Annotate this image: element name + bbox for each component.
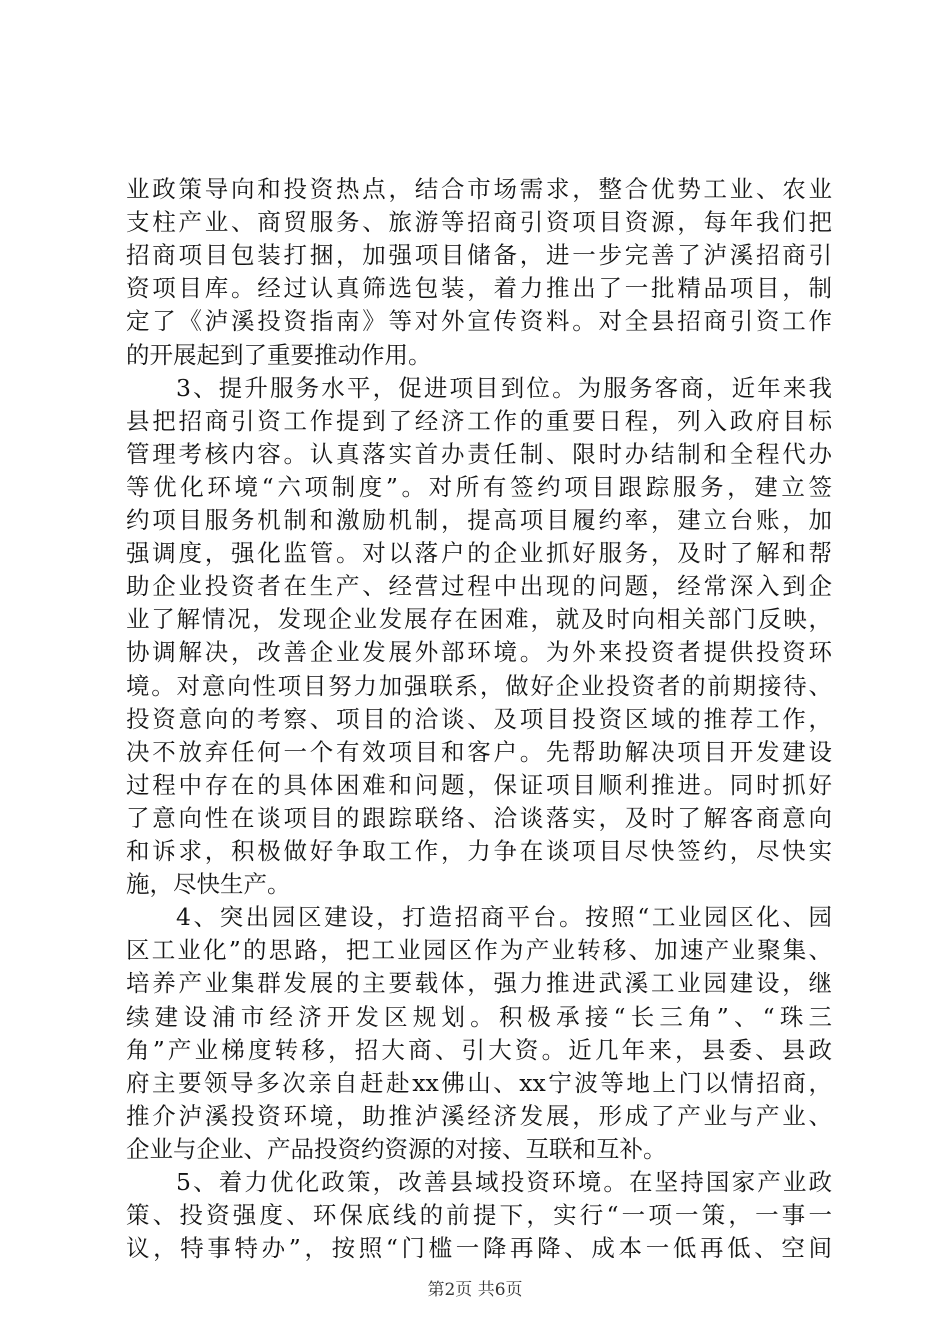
text-line: 推介泸溪投资环境，助推泸溪经济发展，形成了产业与产业、 <box>126 1101 832 1130</box>
text-line: 企业与企业、产品投资约资源的对接、互联和互补。 <box>126 1134 667 1163</box>
text-line: 了意向性在谈项目的跟踪联络、洽谈落实，及时了解客商意向 <box>126 803 832 832</box>
text-line: 决不放弃任何一个有效项目和客户。先帮助解决项目开发建设 <box>126 737 832 766</box>
text-line: 区工业化”的思路，把工业园区作为产业转移、加速产业聚集、 <box>126 936 832 965</box>
text-line: 境。对意向性项目努力加强联系，做好企业投资者的前期接待、 <box>126 671 832 700</box>
page-footer: 第2页 共6页 <box>427 1280 523 1300</box>
text-line: 招商项目包装打捆，加强项目储备，进一步完善了泸溪招商引 <box>126 241 832 270</box>
text-line: 3、提升服务水平，促进项目到位。为服务客商，近年来我 <box>176 373 832 402</box>
text-line: 投资意向的考察、项目的洽谈、及项目投资区域的推荐工作， <box>126 704 832 733</box>
text-line: 和诉求，积极做好争取工作，力争在谈项目尽快签约，尽快实 <box>126 837 832 865</box>
text-line: 的开展起到了重要推动作用。 <box>126 340 432 369</box>
text-line: 资项目库。经过认真筛选包装，着力推出了一批精品项目，制 <box>126 274 832 303</box>
text-line: 策、投资强度、环保底线的前提下，实行“一项一策，一事一 <box>126 1201 832 1230</box>
text-line: 施，尽快生产。 <box>126 870 291 899</box>
text-line: 管理考核内容。认真落实首办责任制、限时办结制和全程代办 <box>126 439 832 468</box>
text-line: 业了解情况，发现企业发展存在困难，就及时向相关部门反映， <box>126 605 832 634</box>
text-line: 培养产业集群发展的主要载体，强力推进武溪工业园建设，继 <box>126 969 832 998</box>
text-line: 角”产业梯度转移，招大商、引大资。近几年来，县委、县政 <box>126 1035 832 1064</box>
text-line: 约项目服务机制和激励机制，提高项目履约率，建立台账，加 <box>126 506 832 534</box>
text-line: 助企业投资者在生产、经营过程中出现的问题，经常深入到企 <box>126 572 832 601</box>
text-line: 5、着力优化政策，改善县域投资环境。在坚持国家产业政 <box>176 1168 832 1196</box>
text-line: 过程中存在的具体困难和问题，保证项目顺利推进。同时抓好 <box>126 770 832 799</box>
text-line: 协调解决，改善企业发展外部环境。为外来投资者提供投资环 <box>126 638 832 667</box>
text-line: 等优化环境“六项制度”。对所有签约项目跟踪服务，建立签 <box>126 472 832 501</box>
text-line: 强调度，强化监管。对以落户的企业抓好服务，及时了解和帮 <box>126 539 832 568</box>
text-line: 议，特事特办”，按照“门槛一降再降、成本一低再低、空间 <box>126 1234 832 1263</box>
text-line: 定了《泸溪投资指南》等对外宣传资料。对全县招商引资工作 <box>126 307 832 336</box>
text-line: 业政策导向和投资热点，结合市场需求，整合优势工业、农业 <box>126 175 832 203</box>
text-line: 续建设浦市经济开发区规划。积极承接“长三角”、“珠三 <box>126 1002 832 1031</box>
text-line: 府主要领导多次亲自赶赴xx佛山、xx宁波等地上门以情招商， <box>126 1068 832 1097</box>
text-line: 县把招商引资工作提到了经济工作的重要日程，列入政府目标 <box>126 406 832 435</box>
text-line: 支柱产业、商贸服务、旅游等招商引资项目资源，每年我们把 <box>126 208 832 237</box>
text-line: 4、突出园区建设，打造招商平台。按照“工业园区化、园 <box>176 903 832 932</box>
